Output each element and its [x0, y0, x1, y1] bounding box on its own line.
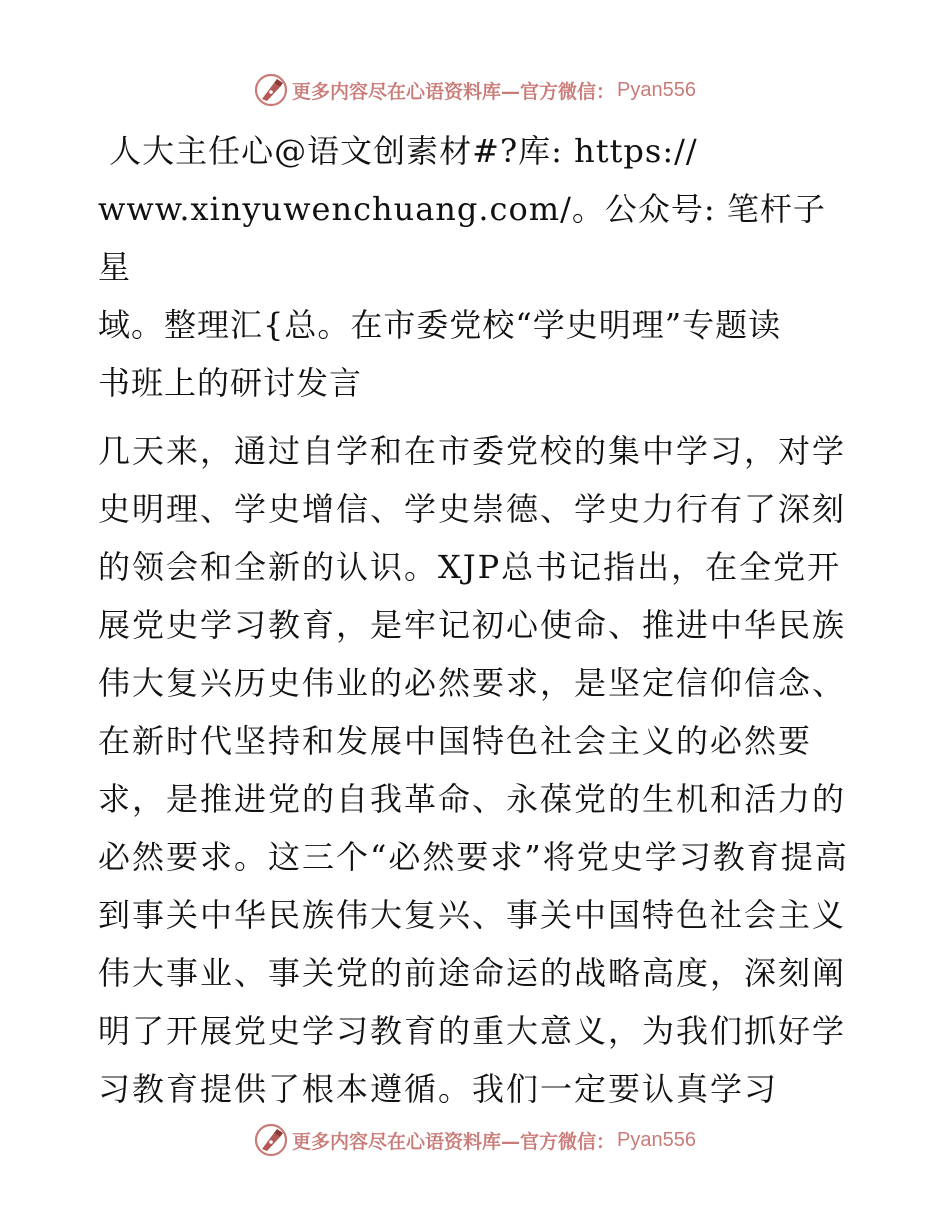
watermark-text: 更多内容尽在心语资料库—官方微信： — [292, 1130, 616, 1153]
body-paragraph: 几天来，通过自学和在市委党校的集中学习，对学史明理、学史增信、学史崇德、学史力行有了深刻的领会和全新的认识。XJP总书记指出，在全党开展党史学习教育，是牢记初心使命、推进中华民族伟大复兴历史伟业的必然要求，是坚定信仰信念、在新时代坚持和发展中国特色社会主义的必然要求，是推进党的自我革命、永葆党的生机和活力的必然要求。这三个“必然要求”将党史学习教育提高到事关中华民族伟大复兴、事关中国特色社会主义伟大事业、事关党的前途命运的战略高度，深刻阐明了开展党史学习教育的重大意义，为我们抓好学习教育提供了根本遵循。我们一定要认真学习 — [98, 432, 849, 1108]
pen-nib-logo-icon — [254, 73, 288, 107]
title-line: 人大主任心@语文创素材#?库: https:// — [98, 132, 698, 170]
header-watermark — [0, 70, 950, 110]
document-title — [98, 122, 858, 412]
watermark-text: 更多内容尽在心语资料库—官方微信： — [292, 80, 616, 103]
footer-watermark — [0, 1120, 950, 1160]
document-body — [98, 122, 858, 1118]
watermark-wechat-id: Pyan556 — [617, 1128, 696, 1151]
watermark-wechat-id: Pyan556 — [617, 78, 696, 101]
title-line: 域。整理汇{总。在市委党校“学史明理”专题读 — [98, 306, 782, 344]
title-line: 书班上的研讨发言 — [98, 364, 363, 402]
title-line: www.xinyuwenchuang.com/。公众号: 笔杆子星 — [98, 190, 826, 286]
pen-nib-logo-icon — [254, 1123, 288, 1157]
